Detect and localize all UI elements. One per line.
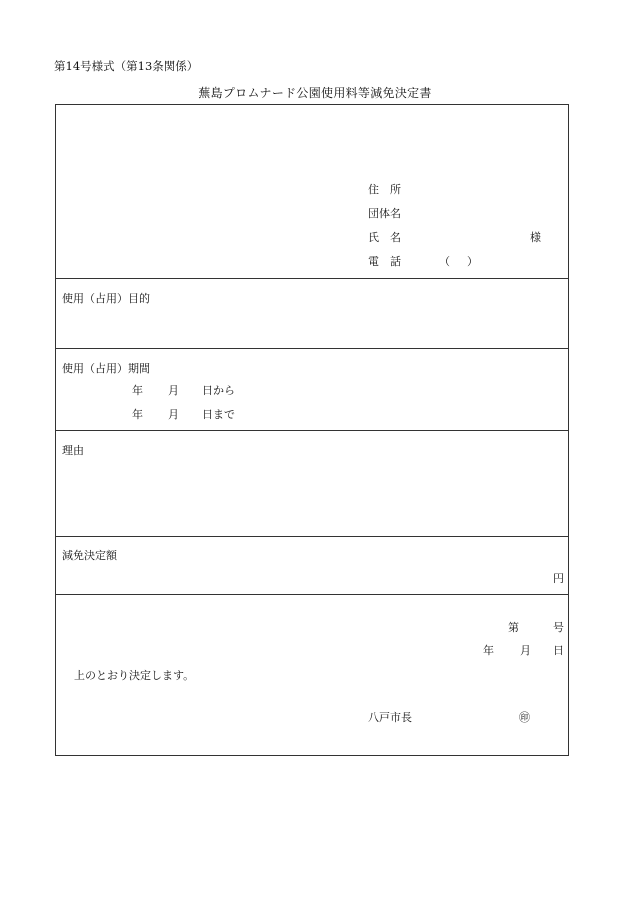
- yen-unit: 円: [553, 572, 564, 585]
- name-label: 氏 名: [368, 231, 401, 244]
- period-label: 使用（占用）期間: [62, 362, 150, 375]
- decision-section: [56, 595, 568, 755]
- number-go: 号: [553, 621, 564, 634]
- seal-icon: ㊞: [519, 711, 530, 724]
- decision-statement: 上のとおり決定します。: [74, 669, 195, 682]
- reason-section: [56, 431, 568, 537]
- mayor-label: 八戸市長: [368, 711, 412, 724]
- amount-section: [56, 537, 568, 595]
- form-table: [55, 104, 569, 756]
- decision-day: 日: [553, 644, 564, 657]
- address-label: 住 所: [368, 183, 401, 196]
- from-day: 日から: [202, 384, 235, 397]
- decision-month: 月: [520, 644, 531, 657]
- phone-label: 電 話: [368, 255, 401, 268]
- to-year: 年: [132, 408, 143, 421]
- purpose-label: 使用（占用）目的: [62, 292, 150, 305]
- document-title: 蕪島プロムナード公園使用料等減免決定書: [198, 86, 432, 100]
- phone-paren-open: （: [439, 255, 450, 268]
- to-day: 日まで: [202, 408, 235, 421]
- purpose-section: [56, 279, 568, 349]
- from-year: 年: [132, 384, 143, 397]
- from-month: 月: [168, 384, 179, 397]
- form-number: 第14号様式（第13条関係）: [54, 59, 199, 73]
- decision-year: 年: [483, 644, 494, 657]
- number-dai: 第: [508, 621, 519, 634]
- group-name-label: 団体名: [368, 207, 401, 220]
- reason-label: 理由: [62, 444, 84, 457]
- honorific-sama: 様: [530, 231, 541, 244]
- amount-label: 減免決定額: [62, 549, 117, 562]
- to-month: 月: [168, 408, 179, 421]
- period-section: [56, 349, 568, 431]
- phone-paren-close: ）: [467, 255, 478, 268]
- applicant-section: [56, 105, 568, 279]
